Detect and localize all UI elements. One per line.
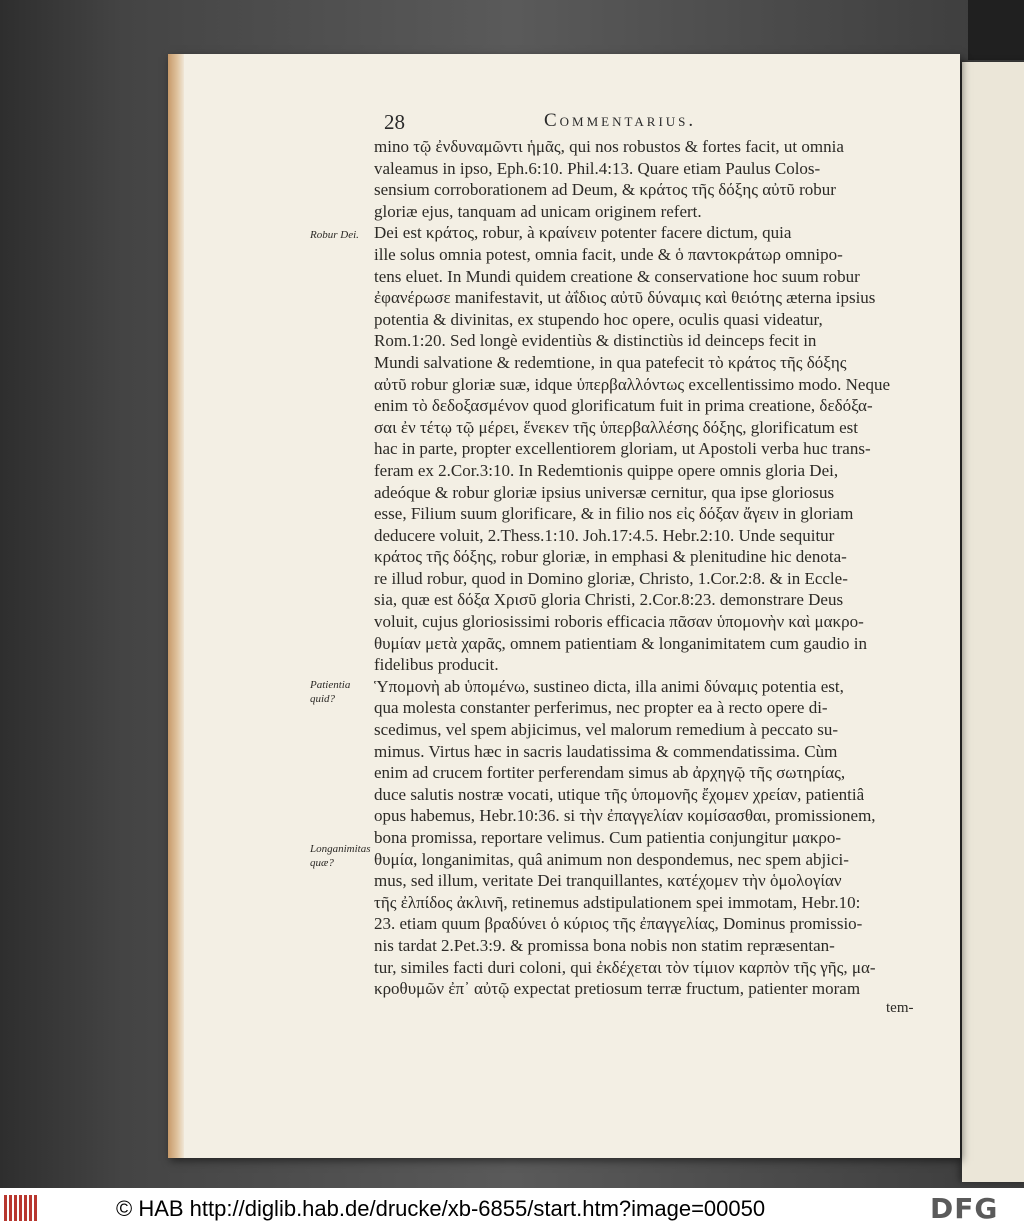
margin-note-longanimitas: Longanimitas quæ? xyxy=(310,843,371,869)
text-line: sia, quæ est δόξα Χρισῦ gloria Christi, 2.Cor.8:23. demonstrare Deus xyxy=(374,590,844,610)
text-line: tur, similes facti duri coloni, qui ἐκδέχεται τὸν τίμιον καρπὸν τῆς γῆς, μα- xyxy=(374,957,876,977)
text-line: nis tardat 2.Pet.3:9. & promissa bona nobis non statim repræsentan- xyxy=(374,935,835,955)
text-line: gloriæ ejus, tanquam ad unicam originem refert. xyxy=(374,201,702,221)
text-line: duce salutis nostræ vocati, utique τῆς ὑπομονῆς ἔχομεν χρείαν, patientiâ xyxy=(374,784,865,804)
page-gutter-edge xyxy=(168,54,184,1158)
text-line: tens eluet. In Mundi quidem creatione & conservatione hoc suum robur xyxy=(374,266,860,286)
text-line: potentia & divinitas, ex stupendo hoc opere, oculis quasi videatur, xyxy=(374,309,823,329)
page-number: 28 xyxy=(384,110,405,134)
text-line: sensium corroborationem ad Deum, & κράτος τῆς δόξης αὐτῦ robur xyxy=(374,180,836,200)
text-line: adeóque & robur gloriæ ipsius universæ cernitur, qua ipse gloriosus xyxy=(374,482,835,502)
text-line: σαι ἐν τέτῳ τῷ μέρει, ἕνεκεν τῆς ὑπερβαλλέσης δόξης, glorificatum est xyxy=(374,417,858,437)
hab-logo-icon xyxy=(4,1192,44,1224)
text-line: mus, sed illum, veritate Dei tranquillantes, κατέχομεν τὴν ὁμολογίαν xyxy=(374,871,842,891)
text-line: esse, Filium suum glorificare, & in filio nos εἰς δόξαν ἄγειν in gloriam xyxy=(374,504,854,524)
dfg-logo: DFG xyxy=(930,1192,999,1225)
facing-page-edge xyxy=(962,62,1024,1182)
text-line: deducere voluit, 2.Thess.1:10. Joh.17:4.5. Hebr.2:10. Unde sequitur xyxy=(374,525,835,545)
body-text xyxy=(374,136,934,1000)
text-line: enim ad crucem fortiter perferendam simus ab ἀρχηγῷ τῆς σωτηρίας, xyxy=(374,763,846,783)
text-line: feram ex 2.Cor.3:10. In Redemtionis quippe opere omnis gloria Dei, xyxy=(374,460,839,480)
text-line: 23. etiam quum βραδύνει ὁ κύριος τῆς ἐπαγγελίας, Dominus promissio- xyxy=(374,914,863,934)
footer-bar xyxy=(0,1188,1024,1228)
text-line: opus habemus, Hebr.10:36. si τὴν ἐπαγγελίαν κομίσασθαι, promissionem, xyxy=(374,806,876,826)
copyright-url[interactable]: © HAB http://diglib.hab.de/drucke/xb-6855/start.htm?image=00050 xyxy=(116,1196,766,1221)
text-line: Dei est κράτος, robur, à κραίνειν potenter facere dictum, quia xyxy=(374,223,792,243)
margin-note-robur: Robur Dei. xyxy=(310,229,359,241)
text-line: Rom.1:20. Sed longè evidentiùs & distinctiùs id deinceps fecit in xyxy=(374,331,817,351)
text-line: scedimus, vel spem abjicimus, vel malorum remedium à peccato su- xyxy=(374,720,839,740)
dark-background-corner xyxy=(968,0,1024,60)
text-line: τῆς ἐλπίδος ἀκλινῆ, retinemus adstipulationem spei immotam, Hebr.10: xyxy=(374,892,861,912)
text-line: qua molesta constanter perferimus, nec propter ea à recto opere di- xyxy=(374,698,828,718)
text-line: mino τῷ ἐνδυναμῶντι ἡμᾶς, qui nos robustos & fortes facit, ut omnia xyxy=(374,137,844,156)
text-line: κροθυμῶν ἐπ᾽ αὐτῷ expectat pretiosum terræ fructum, patienter moram xyxy=(374,979,861,999)
text-line: valeamus in ipso, Eph.6:10. Phil.4:13. Quare etiam Paulus Colos- xyxy=(374,158,821,178)
text-line: Mundi salvatione & redemtione, in qua patefecit τὸ κράτος τῆς δόξης xyxy=(374,352,847,372)
text-line: αὐτῦ robur gloriæ suæ, idque ὑπερβαλλόντως excellentissimo modo. Neque xyxy=(374,374,891,394)
book-page xyxy=(168,54,960,1158)
text-line: ἐφανέρωσε manifestavit, ut ἀΐδιος αὐτῦ δύναμις καὶ θειότης æterna ipsius xyxy=(374,288,876,308)
text-line: mimus. Virtus hæc in sacris laudatissima & commendatissima. Cùm xyxy=(374,741,838,761)
catchword: tem- xyxy=(886,1000,914,1016)
margin-note-patientia: Patientia quid? xyxy=(310,679,351,705)
text-line: re illud robur, quod in Domino gloriæ, Christo, 1.Cor.2:8. & in Eccle- xyxy=(374,568,848,588)
text-line: voluit, cujus gloriosissimi roboris efficacia πᾶσαν ὑπομονὴν καὶ μακρο- xyxy=(374,612,864,632)
text-line: fidelibus producit. xyxy=(374,655,499,675)
text-line: hac in parte, propter excellentiorem gloriam, ut Apostoli verba huc trans- xyxy=(374,439,871,459)
text-line: enim τὸ δεδοξασμένον quod glorificatum fuit in prima creatione, δεδόξα- xyxy=(374,396,873,416)
text-line: κράτος τῆς δόξης, robur gloriæ, in emphasi & plenitudine hic denota- xyxy=(374,547,847,567)
text-line: bona promissa, reportare velimus. Cum patientia conjungitur μακρο- xyxy=(374,828,842,847)
running-head-title: Commentarius. xyxy=(544,110,697,131)
text-line: θυμία, longanimitas, quâ animum non despondemus, nec spem abjici- xyxy=(374,849,849,869)
text-line: ille solus omnia potest, omnia facit, unde & ὁ παντοκράτωρ omnipo- xyxy=(374,244,843,264)
text-line: θυμίαν μετὰ χαρᾶς, omnem patientiam & longanimitatem cum gaudio in xyxy=(374,633,867,653)
text-line: Ὑπομονὴ ab ὑπομένω, sustineo dicta, illa animi δύναμις potentia est, xyxy=(374,676,844,696)
